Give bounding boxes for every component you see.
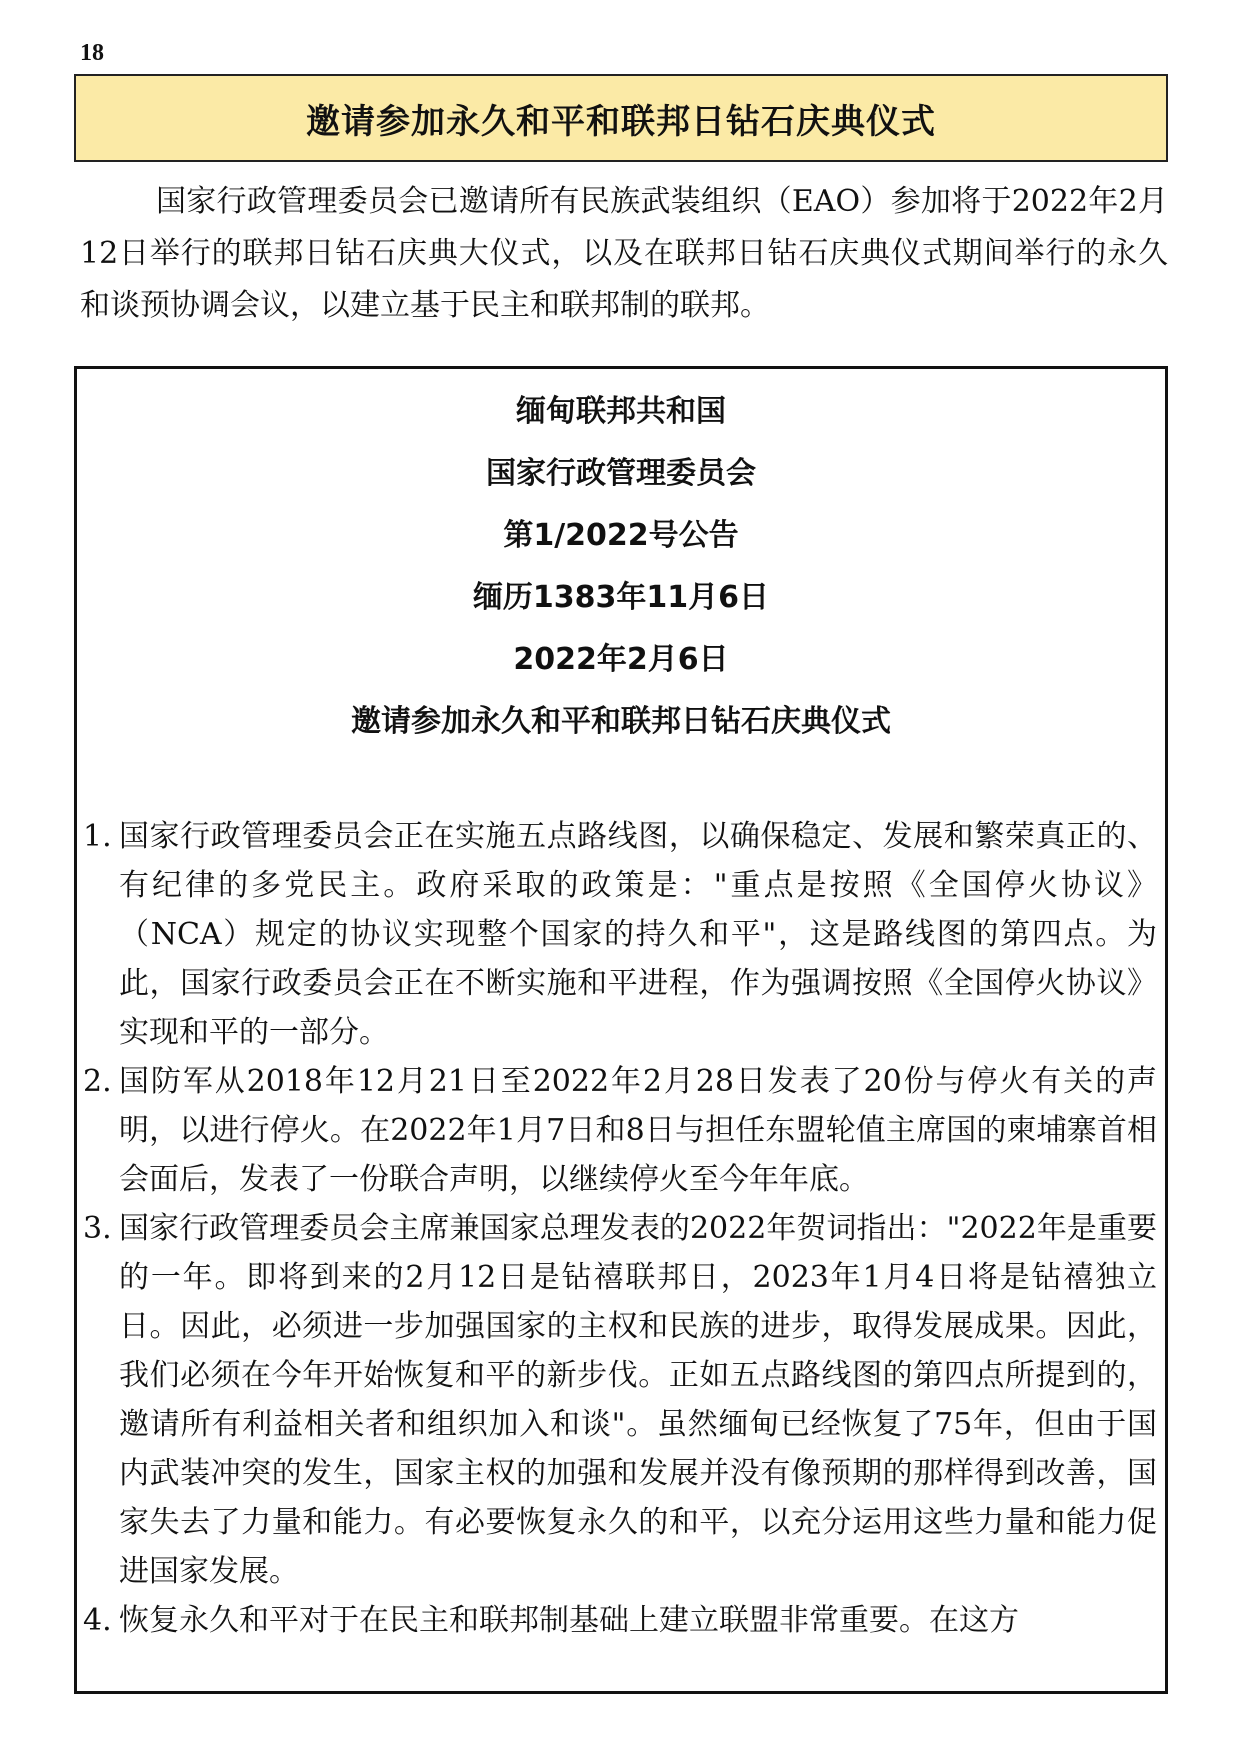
title-banner: [74, 74, 1168, 162]
item-number: 3.: [83, 1211, 112, 1246]
notice-issuer: 国家行政管理委员会: [486, 456, 756, 491]
notice-title: 邀请参加永久和平和联邦日钻石庆典仪式: [351, 704, 891, 739]
notice-header: [77, 369, 1165, 753]
list-item: [83, 1596, 1157, 1645]
notice-country: 缅甸联邦共和国: [516, 394, 726, 429]
list-item: [83, 1204, 1157, 1596]
item-text: 国防军从2018年12月21日至2022年2月28日发表了20份与停火有关的声明，以进行停火。在2022年1月7日和8日与担任东盟轮值主席国的柬埔寨首相会面后，发表了一份联合声明，以继续停火至今年年底。: [119, 1064, 1157, 1197]
item-text: 国家行政管理委员会主席兼国家总理发表的2022年贺词指出："2022年是重要的一年。即将到来的2月12日是钻禧联邦日，2023年1月4日将是钻禧独立日。因此，必须进一步加强国家的主权和民族的进步，取得发展成果。因此，我们必须在今年开始恢复和平的新步伐。正如五点路线图的第四点所提到的，邀请所有利益相关者和组织加入和谈"。虽然缅甸已经恢复了75年，但由于国内武装冲突的发生，国家主权的加强和发展并没有像预期的那样得到改善，国家失去了力量和能力。有必要恢复永久的和平，以充分运用这些力量和能力促进国家发展。: [119, 1211, 1157, 1589]
item-number: 4.: [83, 1603, 112, 1638]
notice-list: [83, 812, 1157, 1645]
item-text: 恢复永久和平对于在民主和联邦制基础上建立联盟非常重要。在这方: [119, 1603, 1019, 1638]
notice-date: 2022年2月6日: [513, 642, 729, 677]
notice-box: [74, 366, 1168, 1694]
page-number: 18: [80, 40, 104, 66]
item-number: 2.: [83, 1064, 112, 1099]
list-item: [83, 1057, 1157, 1204]
item-text: 国家行政管理委员会正在实施五点路线图，以确保稳定、发展和繁荣真正的、有纪律的多党民主。政府采取的政策是："重点是按照《全国停火协议》（NCA）规定的协议实现整个国家的持久和平"，这是路线图的第四点。为此，国家行政委员会正在不断实施和平进程，作为强调按照《全国停火协议》实现和平的一部分。: [119, 819, 1157, 1050]
page-title: 邀请参加永久和平和联邦日钻石庆典仪式: [306, 101, 936, 142]
item-number: 1.: [83, 819, 112, 854]
notice-myanmar-date: 缅历1383年11月6日: [472, 580, 770, 615]
intro-paragraph: 国家行政管理委员会已邀请所有民族武装组织（EAO）参加将于2022年2月12日举行的联邦日钻石庆典大仪式，以及在联邦日钻石庆典仪式期间举行的永久和谈预协调会议，以建立基于民主和联邦制的联邦。: [80, 184, 1168, 323]
notice-number: 第1/2022号公告: [503, 518, 739, 553]
list-item: [83, 812, 1157, 1057]
